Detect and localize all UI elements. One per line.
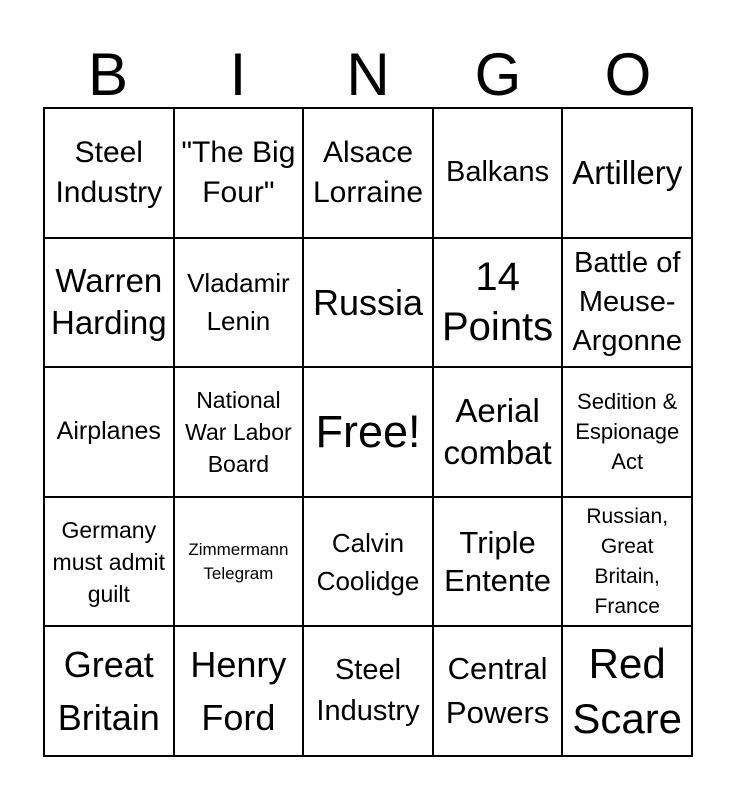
cell-text: Calvin Coolidge [316, 527, 420, 596]
bingo-cell[interactable] [434, 498, 564, 628]
bingo-cell[interactable] [434, 239, 564, 369]
cell-text: Zimmermann Telegram [188, 539, 289, 583]
bingo-cell[interactable] [45, 239, 175, 369]
bingo-cell[interactable] [563, 109, 693, 239]
header-letter-i: I [229, 41, 247, 108]
bingo-cell[interactable] [304, 239, 434, 369]
bingo-cell[interactable] [45, 498, 175, 628]
cell-text: Central Powers [445, 651, 550, 731]
cell-text: Great Britain [57, 644, 160, 739]
cell-text: Germany must admit guilt [52, 516, 166, 607]
header-letter-b: B [87, 41, 129, 108]
cell-text: Sedition & Espionage Act [575, 388, 680, 474]
bingo-cell[interactable] [563, 368, 693, 498]
cell-text: Red Scare [572, 640, 683, 743]
cell-text: Aerial combat [443, 391, 552, 471]
bingo-cell[interactable] [175, 498, 305, 628]
bingo-cell[interactable] [304, 627, 434, 757]
bingo-cell[interactable] [175, 627, 305, 757]
bingo-cell[interactable] [563, 498, 693, 628]
bingo-header [43, 42, 693, 108]
header-letter-n: N [346, 41, 390, 108]
bingo-cell[interactable] [175, 239, 305, 369]
header-letter-o: O [604, 41, 652, 108]
bingo-cell[interactable] [175, 368, 305, 498]
bingo-cell[interactable] [175, 109, 305, 239]
cell-text: Steel Industry [55, 135, 163, 209]
bingo-cell[interactable] [304, 498, 434, 628]
cell-text: Artillery [572, 153, 683, 191]
cell-text: Warren Harding [51, 262, 167, 342]
bingo-cell[interactable] [563, 627, 693, 757]
cell-text: Airplanes [56, 417, 161, 446]
cell-text: Battle of Meuse-Argonne [572, 246, 683, 357]
cell-text: 14 Points [442, 255, 554, 350]
bingo-cell[interactable] [45, 368, 175, 498]
cell-text: Steel Industry [316, 654, 420, 728]
bingo-cell[interactable] [434, 627, 564, 757]
bingo-board [43, 107, 693, 757]
cell-text: Balkans [446, 156, 550, 189]
cell-text: Russia [312, 281, 424, 323]
bingo-cell[interactable] [434, 109, 564, 239]
cell-text: Henry Ford [190, 644, 287, 739]
header-letter-g: G [474, 41, 522, 108]
cell-text: Free! [315, 405, 421, 457]
cell-text: National War Labor Board [185, 386, 292, 477]
bingo-cell[interactable] [563, 239, 693, 369]
bingo-cell[interactable] [45, 627, 175, 757]
bingo-cell[interactable] [45, 109, 175, 239]
cell-text: Vladamir Lenin [187, 268, 290, 337]
bingo-cell[interactable] [304, 109, 434, 239]
cell-text: Triple Entente [444, 524, 552, 598]
cell-text: Alsace Lorraine [312, 135, 424, 209]
cell-text: Russian, Great Britain, France [586, 504, 669, 618]
bingo-cell[interactable] [434, 368, 564, 498]
free-space[interactable] [304, 368, 434, 498]
cell-text: "The Big Four" [181, 135, 296, 209]
